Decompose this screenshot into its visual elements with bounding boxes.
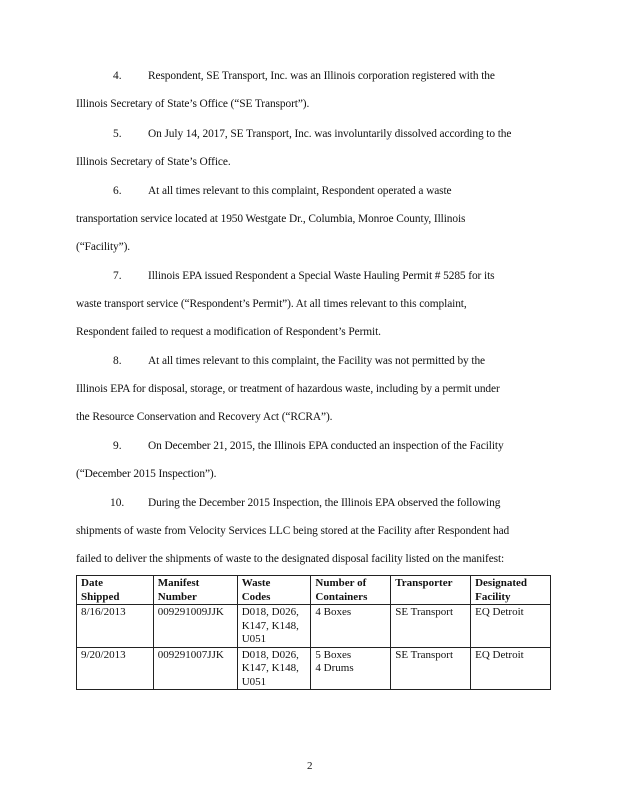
paragraph-10-line-3: failed to deliver the shipments of waste to the designated disposal facility listed on the manifest: [76,553,505,565]
cell-transporter: SE Transport [391,605,471,648]
paragraph-8-line-3: the Resource Conservation and Recovery Act (“RCRA”). [76,411,333,423]
paragraph-5-number: 5. [113,128,122,140]
table-row [77,647,551,690]
paragraph-10-line-2: shipments of waste from Velocity Services LLC being stored at the Facility after Respondent had [76,525,510,537]
header-number-of-containers: Number of Containers [311,576,391,605]
paragraph-9-line-2: (“December 2015 Inspection”). [76,468,217,480]
cell-transporter: SE Transport [391,647,471,690]
paragraph-5-line-2: Illinois Secretary of State’s Office. [76,156,231,168]
paragraph-8-number: 8. [113,355,122,367]
header-waste-codes: Waste Codes [237,576,311,605]
cell-designated-facility: EQ Detroit [471,647,551,690]
paragraph-9-number: 9. [113,440,122,452]
header-manifest-number: Manifest Number [153,576,237,605]
cell-manifest-number: 009291009JJK [153,605,237,648]
table-header-row [77,576,551,605]
paragraph-5-line-1: On July 14, 2017, SE Transport, Inc. was involuntarily dissolved according to the [148,128,512,140]
paragraph-9-line-1: On December 21, 2015, the Illinois EPA conducted an inspection of the Facility [148,440,504,452]
cell-date-shipped: 8/16/2013 [77,605,154,648]
paragraph-8-line-2: Illinois EPA for disposal, storage, or treatment of hazardous waste, including by a permit under [76,383,500,395]
paragraph-6-number: 6. [113,185,122,197]
paragraph-7-number: 7. [113,270,122,282]
cell-designated-facility: EQ Detroit [471,605,551,648]
header-date-shipped: Date Shipped [77,576,154,605]
cell-number-of-containers: 4 Boxes [311,605,391,648]
paragraph-4-line-2: Illinois Secretary of State’s Office (“SE Transport”). [76,98,310,110]
header-transporter: Transporter [391,576,471,605]
cell-number-of-containers: 5 Boxes 4 Drums [311,647,391,690]
paragraph-10-number: 10. [110,497,125,509]
page-number: 2 [307,760,313,772]
table-row [77,605,551,648]
cell-waste-codes: D018, D026, K147, K148, U051 [237,605,311,648]
paragraph-7-line-1: Illinois EPA issued Respondent a Special Waste Hauling Permit # 5285 for its [148,270,495,282]
paragraph-10-line-1: During the December 2015 Inspection, the Illinois EPA observed the following [148,497,501,509]
header-designated-facility: Designated Facility [471,576,551,605]
paragraph-6-line-1: At all times relevant to this complaint, Respondent operated a waste [148,185,452,197]
paragraph-6-line-3: (“Facility”). [76,241,131,253]
paragraph-4-line-1: Respondent, SE Transport, Inc. was an Illinois corporation registered with the [148,70,495,82]
paragraph-7-line-3: Respondent failed to request a modification of Respondent’s Permit. [76,326,381,338]
paragraph-8-line-1: At all times relevant to this complaint, the Facility was not permitted by the [148,355,486,367]
cell-date-shipped: 9/20/2013 [77,647,154,690]
cell-waste-codes: D018, D026, K147, K148, U051 [237,647,311,690]
waste-shipments-table [76,575,551,690]
paragraph-7-line-2: waste transport service (“Respondent’s Permit”). At all times relevant to this complaint, [76,298,467,310]
paragraph-6-line-2: transportation service located at 1950 Westgate Dr., Columbia, Monroe County, Illinois [76,213,466,225]
cell-manifest-number: 009291007JJK [153,647,237,690]
paragraph-4-number: 4. [113,70,122,82]
